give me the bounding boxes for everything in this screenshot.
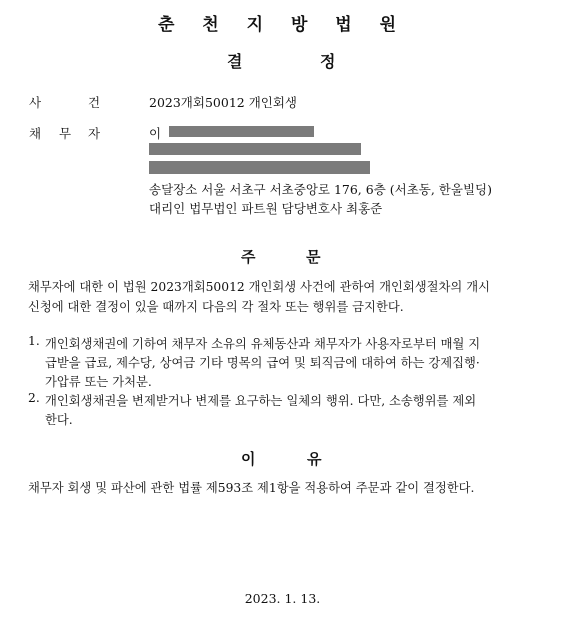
case-label-char-2: 건 (88, 95, 101, 110)
court-name: 춘 천 지 방 법 원 (157, 15, 408, 35)
list-item-line: 급받을 급료, 제수당, 상여금 기타 명목의 급여 및 퇴직금에 대하여 하는 강제집행· (45, 356, 480, 370)
title-char-2: 정 (320, 52, 336, 71)
case-label-char-1: 사 (29, 95, 42, 110)
debtor-label-char-1: 채 (29, 126, 42, 141)
list-item-number: 2. (28, 391, 40, 405)
redaction-bar-address-2 (149, 161, 370, 174)
debtor-label-char-3: 자 (88, 126, 101, 141)
reason-text: 채무자 회생 및 파산에 관한 법률 제593조 제1항을 적용하여 주문과 같이 결정한다. (28, 481, 475, 495)
order-paragraph-line-1: 채무자에 대한 이 법원 2023개회50012 개인회생 사건에 관하여 개인회생절차의 개시 (28, 280, 490, 294)
list-item-number: 1. (28, 334, 40, 348)
decision-date: 2023. 1. 13. (244, 591, 321, 606)
reason-heading-char-1: 이 (241, 450, 256, 468)
service-address: 송달장소 서울 서초구 서초중앙로 176, 6층 (서초동, 한울빌딩) (149, 182, 492, 197)
case-number: 2023개회50012 개인회생 (149, 95, 297, 110)
order-heading-char-1: 주 (241, 248, 256, 266)
title-char-1: 결 (227, 52, 243, 71)
redaction-bar-name (169, 126, 314, 137)
legal-agent: 대리인 법무법인 파트원 담당변호사 최홍준 (149, 201, 383, 216)
redaction-bar-address-1 (149, 143, 361, 155)
list-item-line: 가압류 또는 가처분. (45, 375, 152, 389)
debtor-name-prefix: 이 (149, 126, 162, 141)
order-heading-char-2: 문 (306, 248, 321, 266)
reason-heading-char-2: 유 (307, 450, 322, 468)
order-paragraph-line-2: 신청에 대한 결정이 있을 때까지 다음의 각 절차 또는 행위를 금지한다. (28, 300, 404, 314)
list-item-line: 개인회생채권을 변제받거나 변제를 요구하는 일체의 행위. 다만, 소송행위를 제외 (45, 394, 477, 408)
list-item-line: 개인회생채권에 기하여 채무자 소유의 유체동산과 채무자가 사용자로부터 매월 지 (45, 337, 481, 351)
list-item-line: 한다. (45, 413, 73, 427)
debtor-label-char-2: 무 (59, 126, 72, 141)
